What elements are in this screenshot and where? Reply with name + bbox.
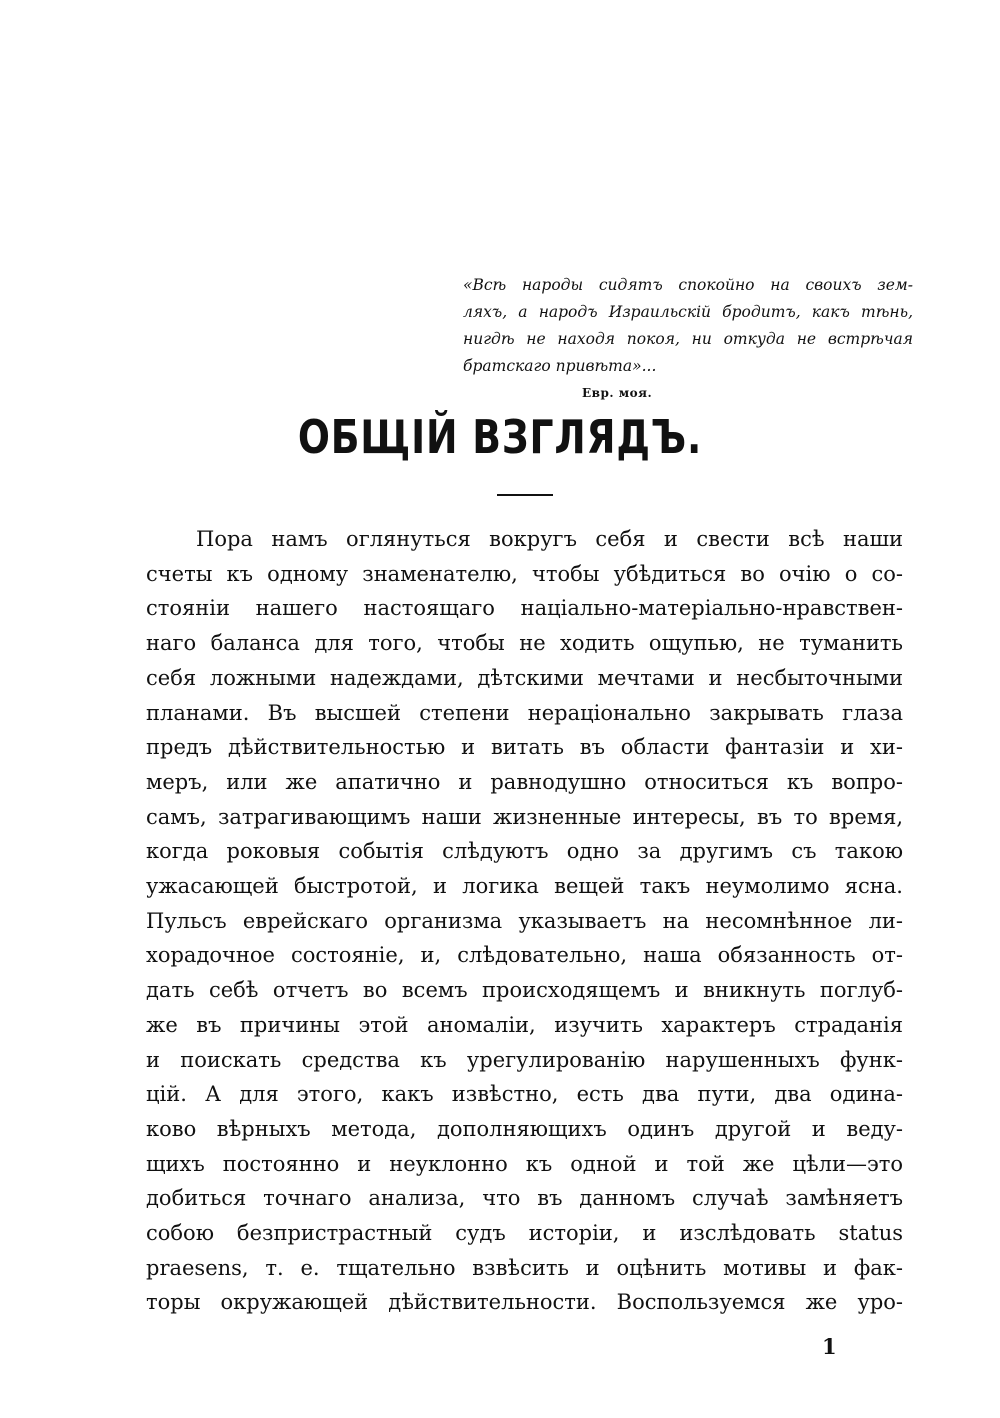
text-line: себя ложными надеждами, дѣтскими мечтами и несбыточными (146, 665, 903, 690)
text-line: щихъ постоянно и неуклонно къ одной и той же цѣли—это (146, 1151, 903, 1176)
text-line: добиться точнаго анализа, что въ данномъ случаѣ замѣняетъ (146, 1186, 903, 1211)
page-number: 1 (822, 1334, 837, 1359)
text-line: предъ дѣйствительностью и витать въ области фантазіи и хи- (146, 735, 903, 760)
text-line: Пора намъ оглянуться вокругъ себя и свести всѣ наши (196, 527, 903, 551)
text-line: ково вѣрныхъ метода, дополняющихъ одинъ другой и веду- (146, 1116, 903, 1141)
epigraph-attribution: Евр. моя. (582, 386, 653, 400)
text-line: собою безпристрастный судъ исторіи, и изслѣдовать status (146, 1221, 903, 1246)
text-line: praesens, т. е. тщательно взвѣсить и оцѣнить мотивы и фак- (146, 1255, 903, 1280)
text-line: самъ, затрагивающимъ наши жизненные интересы, въ то время, (146, 804, 903, 829)
text-line: и поискать средства къ урегулированію нарушенныхъ функ- (146, 1047, 903, 1072)
text-line: хорадочное состояніе, и, слѣдовательно, наша обязанность от- (146, 943, 903, 968)
text-line: планами. Въ высшей степени нераціонально закрывать глаза (146, 700, 903, 725)
text-line: ужасающей быстротой, и логика вещей такъ неумолимо ясна. (146, 874, 903, 899)
text-line: Пульсъ еврейскаго организма указываетъ на несомнѣнное ли- (146, 908, 903, 933)
text-line: стояніи нашего настоящаго націально-матеріально-нравствен- (146, 596, 903, 621)
text-line: когда роковыя событія слѣдуютъ одно за другимъ съ такою (146, 839, 903, 864)
text-line: дать себѣ отчетъ во всемъ происходящемъ и вникнуть поглуб- (146, 978, 903, 1003)
text-line: наго баланса для того, чтобы не ходить ощупью, не туманить (146, 631, 903, 656)
epigraph-line: «Всѣ народы сидятъ спокойно на своихъ зем- (463, 276, 913, 294)
text-line: меръ, или же апатично и равнодушно относиться къ вопро- (146, 769, 903, 794)
text-line: цій. А для этого, какъ извѣстно, есть два пути, два одина- (146, 1082, 903, 1107)
body-text (146, 522, 903, 1320)
epigraph-line: нигдѣ не находя покоя, ни откуда не встрѣчая (463, 330, 913, 348)
epigraph-line: братскаго привѣта»... (463, 357, 657, 375)
title-divider (497, 494, 553, 496)
text-line: же въ причины этой аномаліи, изучить характеръ страданія (146, 1012, 903, 1037)
chapter-title: ОБЩІЙ ВЗГЛЯДЪ. (297, 410, 703, 464)
epigraph-line: ляхъ, а народъ Израильскій бродитъ, какъ тѣнь, (463, 303, 913, 321)
text-line: торы окружающей дѣйствительности. Воспользуемся же уро- (146, 1290, 903, 1315)
epigraph (463, 272, 913, 380)
text-line: счеты къ одному знаменателю, чтобы убѣдиться во очію о со- (146, 561, 903, 586)
